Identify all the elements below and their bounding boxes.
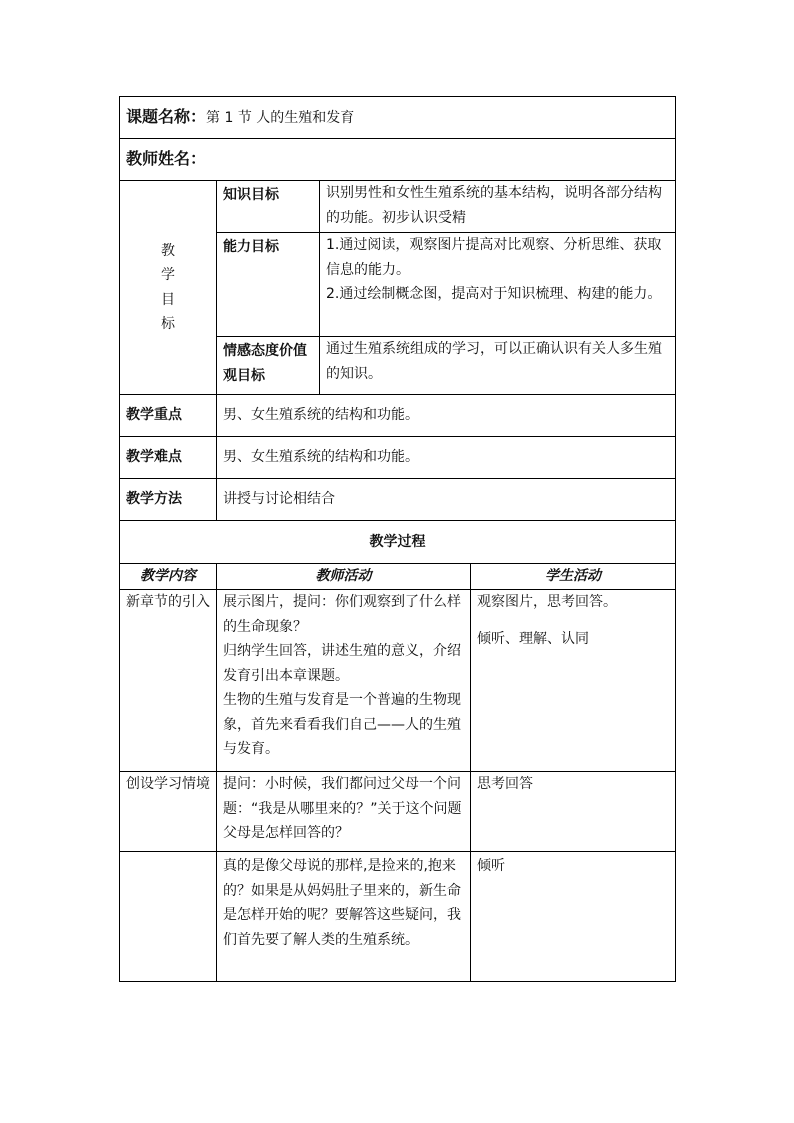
course-label: 课题名称： xyxy=(126,106,207,126)
course-row xyxy=(120,97,676,139)
row-1-teacher xyxy=(217,590,471,772)
objectives-char-3: 目 xyxy=(161,291,175,308)
column-header-teacher: 教师活动 xyxy=(217,564,471,590)
process-title: 教学过程 xyxy=(120,521,676,564)
row-3-teacher: 真的是像父母说的那样,是捡来的,抱来的？如果是从妈妈肚子里来的，新生命是怎样开始的呢？要解答这些疑问，我们首先要了解人类的生殖系统。 xyxy=(217,852,471,982)
row-1-student xyxy=(471,590,676,772)
ability-objective-item-2: 2.通过绘制概念图，提高对于知识梳理、构建的能力。 xyxy=(326,286,662,302)
knowledge-objective-row xyxy=(120,181,676,233)
row-1-student-line-2: 倾听、理解、认同 xyxy=(477,630,589,647)
ability-objective-item-1: 1.通过阅读，观察图片提高对比观察、分析思维、获取信息的能力。 xyxy=(326,237,662,278)
row-1-student-line-1: 观察图片，思考回答。 xyxy=(477,594,617,610)
row-1-teacher-line-3: 生物的生殖与发育是一个普遍的生物现象，首先来看看我们自己——人的生殖与发育。 xyxy=(223,692,461,757)
process-header-row xyxy=(120,564,676,590)
table-row xyxy=(120,590,676,772)
row-1-content: 新章节的引入 xyxy=(120,590,217,772)
objectives-char-1: 教 xyxy=(161,242,175,259)
key-point-label: 教学重点 xyxy=(120,395,217,437)
knowledge-objective-text: 识别男性和女性生殖系统的基本结构，说明各部分结构的功能。初步认识受精 xyxy=(320,181,676,233)
knowledge-objective-label: 知识目标 xyxy=(217,181,320,233)
teacher-row xyxy=(120,139,676,181)
column-header-student: 学生活动 xyxy=(471,564,676,590)
row-3-content xyxy=(120,852,217,982)
objectives-label xyxy=(120,181,217,395)
process-title-row xyxy=(120,521,676,564)
column-header-content: 教学内容 xyxy=(120,564,217,590)
ability-objective-label: 能力目标 xyxy=(217,233,320,337)
course-cell xyxy=(120,97,676,139)
ability-objective-cell xyxy=(320,233,676,337)
emotion-objective-label: 情感态度价值观目标 xyxy=(217,337,320,395)
teacher-cell xyxy=(120,139,676,181)
row-2-teacher: 提问：小时候，我们都问过父母一个问题：“我是从哪里来的？”关于这个问题父母是怎样回答的？ xyxy=(217,772,471,852)
course-title: 第 1 节 人的生殖和发育 xyxy=(206,109,355,126)
table-row xyxy=(120,852,676,982)
key-point-row xyxy=(120,395,676,437)
row-2-content: 创设学习情境 xyxy=(120,772,217,852)
objectives-char-2: 学 xyxy=(161,267,175,283)
difficulty-label: 教学难点 xyxy=(120,437,217,479)
method-value: 讲授与讨论相结合 xyxy=(217,479,676,521)
table-row xyxy=(120,772,676,852)
row-3-student: 倾听 xyxy=(471,852,676,982)
row-1-teacher-line-1: 展示图片，提问：你们观察到了什么样的生命现象？ xyxy=(223,594,461,635)
method-label: 教学方法 xyxy=(120,479,217,521)
lesson-plan-table xyxy=(119,96,676,982)
teacher-label: 教师姓名： xyxy=(126,148,207,168)
key-point-value: 男、女生殖系统的结构和功能。 xyxy=(217,395,676,437)
objectives-char-4: 标 xyxy=(161,316,175,332)
row-2-student: 思考回答 xyxy=(471,772,676,852)
difficulty-row xyxy=(120,437,676,479)
row-1-teacher-line-2: 归纳学生回答，讲述生殖的意义，介绍发育引出本章课题。 xyxy=(223,643,461,684)
method-row xyxy=(120,479,676,521)
emotion-objective-text: 通过生殖系统组成的学习，可以正确认识有关人多生殖的知识。 xyxy=(320,337,676,395)
difficulty-value: 男、女生殖系统的结构和功能。 xyxy=(217,437,676,479)
